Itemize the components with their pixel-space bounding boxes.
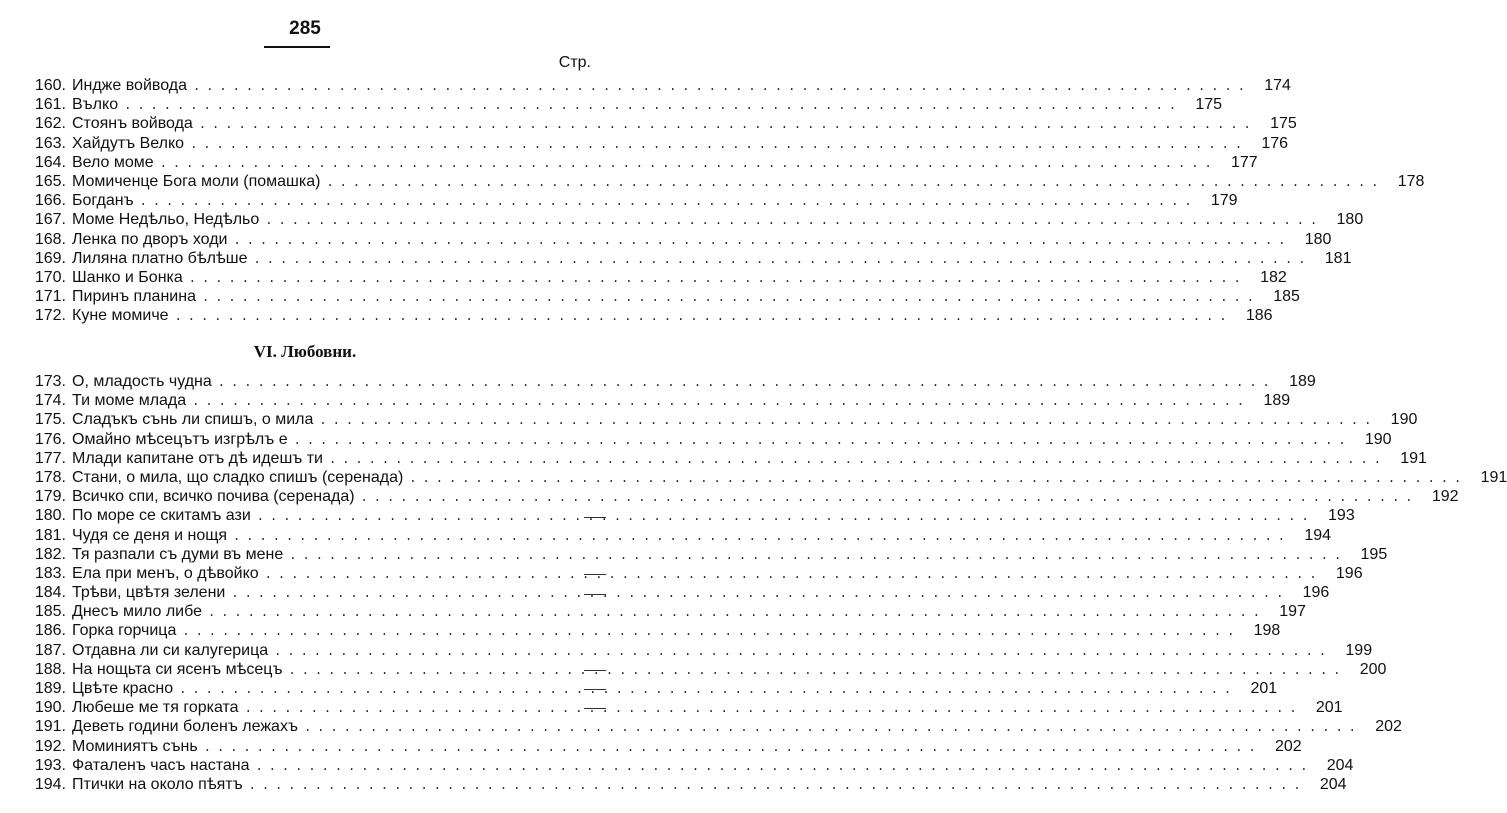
- toc-entry: [18, 737, 1302, 756]
- entry-page-number: 204: [1326, 756, 1354, 774]
- entry-page-number: 175: [1270, 115, 1297, 133]
- page-number-rule: [264, 46, 330, 48]
- pen-mark: [584, 689, 606, 694]
- entry-number: 191.: [34, 718, 66, 736]
- entry-page-number: 196: [1302, 584, 1330, 602]
- section-heading: VI. Любовни.: [253, 342, 357, 361]
- dot-leader: ................................................................................: [192, 79, 1251, 93]
- toc-section-heroic: [18, 76, 1425, 325]
- entry-page-number: 192: [1431, 488, 1459, 506]
- entry-title: Момиченце Бога моли (помашка): [72, 172, 321, 190]
- entry-title: Моминиятъ сънь: [72, 737, 198, 755]
- entry-number: 160.: [34, 77, 66, 94]
- entry-page-number: 180: [1304, 230, 1332, 248]
- dot-leader: ................................................................................: [319, 413, 1378, 428]
- entry-page-number: 196: [1335, 564, 1363, 582]
- dot-leader: ................................................................................: [265, 213, 1324, 228]
- entry-page-number: 200: [1359, 660, 1387, 678]
- dot-leader: ................................................................................: [190, 136, 1249, 151]
- toc-entry: [18, 230, 1332, 249]
- dot-leader: ................................................................................: [233, 232, 1292, 247]
- entry-title: На нощьта си ясенъ мѣсецъ: [72, 660, 283, 678]
- entry-title: Ти моме млада: [72, 392, 187, 410]
- toc-entry: [18, 756, 1354, 775]
- entry-number: 177.: [34, 449, 66, 467]
- toc-entry: [18, 698, 1343, 717]
- toc-entry: [18, 372, 1316, 391]
- toc-entry: [18, 430, 1392, 449]
- entry-title: Индже войвода: [72, 77, 187, 94]
- entry-title: Тя разпали съ думи въ мене: [72, 545, 284, 563]
- entry-page-number: 185: [1273, 288, 1300, 306]
- entry-number: 172.: [34, 307, 66, 325]
- toc-entry: [18, 153, 1258, 172]
- entry-title: Фаталенъ часъ настана: [72, 756, 250, 774]
- dot-leader: ................................................................................: [203, 739, 1262, 754]
- entry-title: Стани, о мила, що сладко спишъ (серенада): [72, 468, 404, 486]
- entry-title: По море се скитамъ ази: [72, 507, 251, 525]
- entry-title: Цвѣте красно: [72, 680, 174, 697]
- entry-title: Вълко: [72, 96, 119, 114]
- pen-mark: [584, 670, 606, 675]
- entry-page-number: 189: [1263, 392, 1291, 410]
- entry-title: Шанко и Бонка: [72, 268, 183, 286]
- dot-leader: ................................................................................: [174, 309, 1233, 324]
- entry-title: Ленка по дворъ ходи: [72, 230, 228, 248]
- entry-number: 173.: [34, 373, 66, 390]
- toc-entry: [18, 679, 1278, 698]
- dot-leader: ................................................................................: [293, 432, 1352, 447]
- dot-leader: ................................................................................: [198, 117, 1257, 132]
- toc-entry: [18, 449, 1427, 468]
- dot-leader: ................................................................................: [188, 270, 1247, 285]
- dot-leader: ................................................................................: [264, 566, 1323, 581]
- entry-page-number: 178: [1397, 172, 1425, 190]
- entry-page-number: 198: [1253, 622, 1281, 640]
- dot-leader: ................................................................................: [182, 624, 1241, 639]
- dot-leader: ................................................................................: [288, 662, 1347, 677]
- entry-number: 170.: [34, 268, 66, 286]
- entry-number: 182.: [34, 545, 66, 563]
- entry-number: 162.: [34, 115, 66, 133]
- toc-entry: [18, 391, 1291, 410]
- entry-number: 176.: [34, 430, 66, 448]
- entry-number: 186.: [34, 622, 66, 640]
- dot-leader: ................................................................................: [244, 701, 1303, 716]
- entry-title: Всичко спи, всичко почива (серенада): [72, 488, 355, 506]
- toc-entry: [18, 410, 1418, 429]
- toc-entry: [18, 775, 1347, 794]
- toc-entry: [18, 717, 1402, 736]
- entry-page-number: 204: [1319, 775, 1347, 793]
- entry-number: 189.: [34, 680, 66, 697]
- entry-title: Богданъ: [72, 192, 134, 210]
- entry-page-number: 176: [1261, 134, 1289, 152]
- entry-number: 185.: [34, 603, 66, 621]
- dot-leader: ................................................................................: [326, 174, 1385, 189]
- toc-entry: [18, 95, 1223, 114]
- entry-title: Днесъ мило либе: [72, 603, 202, 621]
- entry-page-number: 181: [1324, 249, 1352, 267]
- entry-page-number: 179: [1210, 192, 1238, 210]
- pen-mark: [584, 574, 606, 579]
- dot-leader: ................................................................................: [328, 451, 1387, 466]
- dot-leader: ................................................................................: [303, 720, 1362, 735]
- entry-number: 169.: [34, 249, 66, 267]
- toc-entry: [18, 583, 1330, 602]
- entry-title: Птички на около пѣятъ: [72, 775, 243, 793]
- entry-page-number: 197: [1279, 603, 1306, 621]
- dot-leader: ................................................................................: [233, 528, 1292, 543]
- entry-number: 190.: [34, 699, 66, 717]
- dot-leader: ................................................................................: [255, 758, 1314, 773]
- entry-number: 183.: [34, 564, 66, 582]
- entry-number: 166.: [34, 192, 66, 210]
- page-column-header: Стр.: [558, 54, 591, 71]
- toc-entry: [18, 602, 1306, 621]
- dot-leader: ................................................................................: [179, 682, 1238, 696]
- entry-page-number: 175: [1195, 96, 1223, 114]
- dot-leader: ................................................................................: [139, 194, 1198, 209]
- dot-leader: ................................................................................: [360, 490, 1419, 505]
- entry-title: Горка горчица: [72, 622, 177, 640]
- entry-page-number: 202: [1275, 737, 1302, 755]
- entry-page-number: 195: [1360, 545, 1388, 563]
- toc-section-love: [18, 372, 1507, 794]
- entry-title: Моме Недѣльо, Недѣльо: [72, 211, 260, 229]
- entry-page-number: 194: [1304, 526, 1332, 544]
- entry-title: Сладъкъ сънь ли спишъ, о мила: [72, 411, 314, 429]
- entry-number: 168.: [34, 230, 66, 248]
- entry-number: 164.: [34, 153, 66, 171]
- entry-title: Ела при менъ, о дѣвойко: [72, 564, 259, 582]
- entry-title: О, младость чудна: [72, 373, 212, 390]
- dot-leader: ................................................................................: [159, 155, 1218, 170]
- entry-number: 178.: [34, 468, 66, 486]
- entry-page-number: 191: [1400, 449, 1427, 467]
- entry-page-number: 177: [1230, 153, 1258, 171]
- dot-leader: ................................................................................: [217, 375, 1276, 389]
- entry-number: 181.: [34, 526, 66, 544]
- entry-number: 180.: [34, 507, 66, 525]
- entry-title: Млади капитане отъ дѣ идешъ ти: [72, 449, 323, 467]
- entry-title: Вело моме: [72, 153, 154, 171]
- toc-entry: [18, 268, 1287, 287]
- dot-leader: ................................................................................: [231, 586, 1290, 601]
- entry-page-number: 180: [1336, 211, 1364, 229]
- toc-entry: [18, 249, 1352, 268]
- entry-page-number: 199: [1345, 641, 1373, 659]
- dot-leader: ................................................................................: [256, 509, 1315, 524]
- dot-leader: ................................................................................: [409, 470, 1468, 485]
- toc-entry: [18, 76, 1291, 95]
- toc-entry: [18, 506, 1355, 525]
- entry-page-number: 191: [1480, 468, 1507, 486]
- entry-title: Любеше ме тя горката: [72, 699, 239, 717]
- entry-number: 193.: [34, 756, 66, 774]
- entry-title: Деветь години боленъ лежахъ: [72, 718, 298, 736]
- toc-entry: [18, 487, 1459, 506]
- toc-entry: [18, 526, 1332, 545]
- toc-entry: [18, 468, 1507, 487]
- entry-page-number: 190: [1390, 411, 1418, 429]
- entry-title: Трѣви, цвѣтя зелени: [72, 584, 226, 602]
- entry-page-number: 189: [1289, 373, 1316, 390]
- entry-page-number: 193: [1328, 507, 1355, 525]
- page-number: 285: [289, 18, 321, 39]
- entry-title: Чудя се деня и нощя: [72, 526, 228, 544]
- entry-number: 167.: [34, 211, 66, 229]
- entry-number: 187.: [34, 641, 66, 659]
- dot-leader: ................................................................................: [274, 643, 1333, 658]
- toc-entry: [18, 210, 1364, 229]
- entry-page-number: 201: [1315, 699, 1343, 717]
- entry-title: Куне момиче: [72, 307, 169, 325]
- entry-number: 179.: [34, 488, 66, 506]
- entry-number: 171.: [34, 288, 66, 306]
- dot-leader: ................................................................................: [124, 98, 1183, 113]
- entry-number: 188.: [34, 660, 66, 678]
- entry-title: Отдавна ли си калугерица: [72, 641, 269, 659]
- entry-title: Пиринъ планина: [72, 288, 196, 306]
- toc-entry: [18, 545, 1388, 564]
- entry-page-number: 190: [1364, 430, 1392, 448]
- entry-title: Стоянъ войвода: [72, 115, 193, 133]
- dot-leader: ................................................................................: [207, 605, 1266, 620]
- dot-leader: ................................................................................: [192, 394, 1251, 409]
- entry-page-number: 202: [1375, 718, 1402, 736]
- toc-entry: [18, 287, 1300, 306]
- toc-entry: [18, 134, 1289, 153]
- dot-leader: ................................................................................: [289, 547, 1348, 562]
- pen-mark: [584, 594, 606, 599]
- pen-mark: [584, 708, 606, 713]
- entry-number: 174.: [34, 392, 66, 410]
- dot-leader: ................................................................................: [253, 251, 1312, 266]
- entry-page-number: 174: [1264, 77, 1291, 94]
- entry-title: Омайно мѣсецътъ изгрѣлъ е: [72, 430, 288, 448]
- entry-title: Лиляна платно бѣлѣше: [72, 249, 248, 267]
- entry-number: 175.: [34, 411, 66, 429]
- toc-entry: [18, 114, 1297, 133]
- toc-entry: [18, 641, 1373, 660]
- toc-entry: [18, 306, 1273, 325]
- toc-entry: [18, 564, 1363, 583]
- entry-number: 192.: [34, 737, 66, 755]
- dot-leader: ................................................................................: [201, 290, 1260, 305]
- dot-leader: ................................................................................: [248, 777, 1307, 792]
- toc-entry: [18, 191, 1238, 210]
- entry-page-number: 182: [1260, 268, 1287, 286]
- entry-page-number: 201: [1250, 680, 1278, 697]
- entry-title: Хайдутъ Велко: [72, 134, 185, 152]
- toc-entry: [18, 172, 1425, 191]
- entry-number: 184.: [34, 584, 66, 602]
- entry-number: 194.: [34, 775, 66, 793]
- pen-mark: [584, 517, 606, 522]
- toc-entry: [18, 660, 1387, 679]
- entry-page-number: 186: [1245, 307, 1273, 325]
- entry-number: 165.: [34, 172, 66, 190]
- entry-number: 161.: [34, 96, 66, 114]
- entry-number: 163.: [34, 134, 66, 152]
- toc-entry: [18, 621, 1281, 640]
